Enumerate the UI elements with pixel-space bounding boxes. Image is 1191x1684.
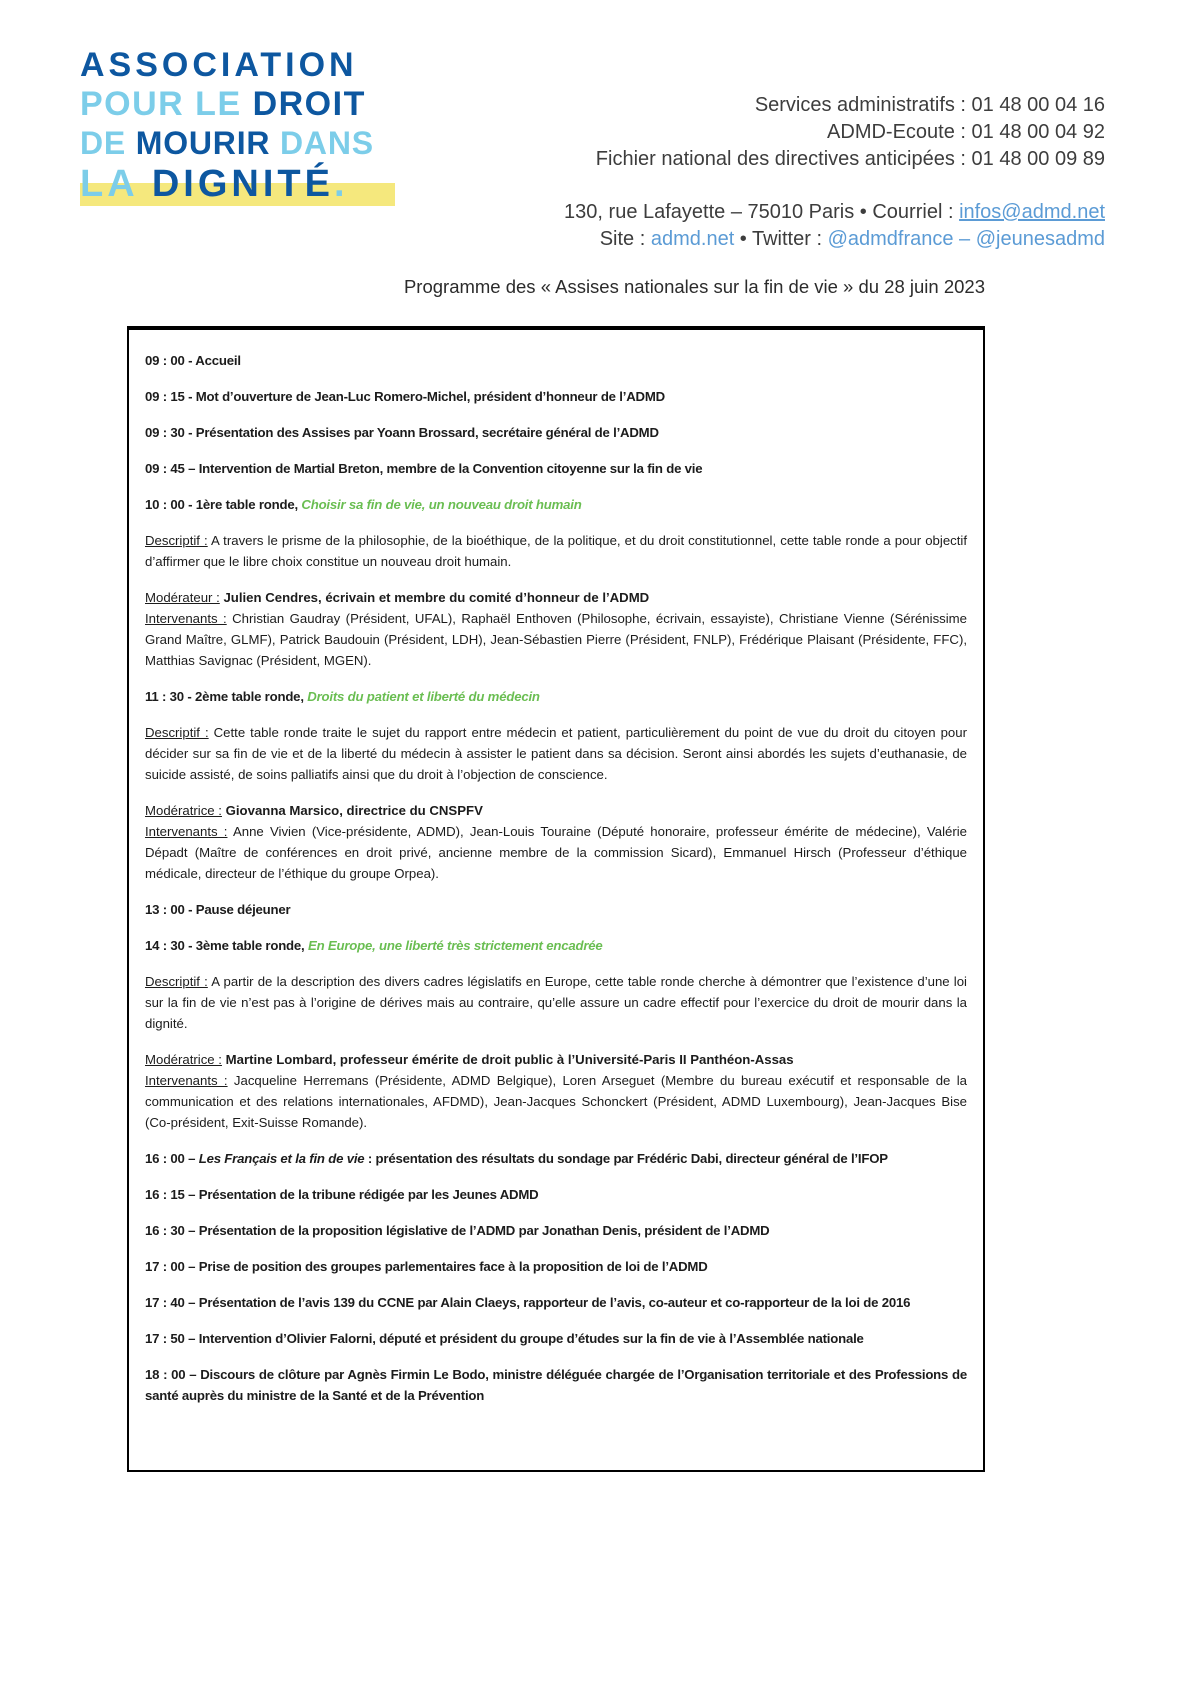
- schedule-item: [145, 1184, 967, 1205]
- website-link[interactable]: admd.net: [650, 228, 735, 250]
- twitter-label: • Twitter :: [734, 228, 828, 250]
- schedule-text-segment: Anne Vivien (Vice-présidente, ADMD), Jean-Louis Touraine (Député honoraire, professeur émérite de médecine), Valérie Dépadt (Maître de conférences en droit privé, ancienne membre de la commission Sicard), Emmanuel Hirsch (Professeur d’éthique médicale, directeur de l’éthique du groupe Orpea).: [145, 824, 968, 881]
- address-text: 130, rue Lafayette – 75010 Paris • Courriel :: [564, 201, 960, 223]
- schedule-text-segment: 13 : 00 - Pause déjeuner: [145, 902, 291, 917]
- admd-logo: [80, 46, 395, 205]
- schedule-text-segment: Giovanna Marsico, directrice du CNSPFV: [221, 803, 483, 818]
- schedule-item: [145, 1049, 967, 1070]
- address-line: [564, 199, 1105, 226]
- logo-word: DIGNITÉ: [151, 163, 334, 205]
- schedule-item: [145, 971, 967, 1034]
- schedule-item: [145, 1256, 967, 1277]
- schedule-text-segment: 09 : 15 - Mot d’ouverture de Jean-Luc Romero-Michel, président d’honneur de l’ADMD: [145, 389, 665, 404]
- schedule-text-segment: 09 : 45 – Intervention de Martial Breton, membre de la Convention citoyenne sur la fin de vie: [145, 461, 703, 476]
- logo-word: LA: [80, 163, 152, 205]
- schedule-text-segment: 11 : 30 - 2ème table ronde,: [145, 689, 308, 704]
- schedule-item: [145, 1328, 967, 1349]
- phone-line-ecoute: ADMD-Ecoute : 01 48 00 04 92: [827, 121, 1105, 143]
- schedule-text-segment: 10 : 00 - 1ère table ronde,: [145, 497, 302, 512]
- schedule-text-segment: Descriptif :: [145, 974, 208, 989]
- schedule-text-segment: A travers le prisme de la philosophie, de la bioéthique, de la politique, et du droit constitutionnel, cette table ronde a pour objectif d’affirmer que le libre choix constitue un nouveau droit humain.: [145, 533, 967, 569]
- page-title: Programme des « Assises nationales sur la fin de vie » du 28 juin 2023: [403, 276, 985, 297]
- logo-line-1: [80, 46, 395, 85]
- schedule-text-segment: 16 : 15 – Présentation de la tribune rédigée par les Jeunes ADMD: [145, 1187, 539, 1202]
- schedule-text-segment: 17 : 50 – Intervention d’Olivier Falorni, député et président du groupe d’études sur la fin de vie à l’Assemblée nationale: [145, 1331, 864, 1346]
- schedule-text-segment: Choisir sa fin de vie, un nouveau droit humain: [301, 497, 582, 512]
- schedule-text-segment: Descriptif :: [145, 533, 208, 548]
- schedule-text-segment: Modérateur :: [145, 590, 220, 605]
- schedule-item: [145, 422, 967, 443]
- schedule-text-segment: Jacqueline Herremans (Présidente, ADMD Belgique), Loren Arseguet (Membre du bureau exécutif et responsable de la communication et des relations internationales, AFDMD), Jean-Jacques Schonckert (Président, ADMD Luxembourg), Jean-Jacques Bise (Co-président, Exit-Suisse Romande).: [145, 1073, 967, 1130]
- schedule-item: [145, 1070, 967, 1133]
- schedule-text-segment: 17 : 40 – Présentation de l’avis 139 du CCNE par Alain Claeys, rapporteur de l’avis, co-auteur et co-rapporteur de la loi de 2016: [145, 1295, 911, 1310]
- schedule-text-segment: 16 : 30 – Présentation de la proposition législative de l’ADMD par Jonathan Denis, président de l’ADMD: [145, 1223, 770, 1238]
- schedule-item: [145, 722, 967, 785]
- schedule-text-segment: A partir de la description des divers cadres législatifs en Europe, cette table ronde cherche à démontrer que l’existence d’une loi sur la fin de vie n’est pas à l’origine de dérives mais au contraire, qu’elle assure un cadre effectif pour l’exercice du droit de mourir dans la dignité.: [145, 974, 967, 1031]
- site-label: Site :: [599, 228, 651, 250]
- schedule-item: [145, 494, 967, 515]
- logo-word: DANS: [280, 125, 374, 161]
- schedule-item: [145, 821, 967, 884]
- logo-word: DE: [80, 125, 136, 161]
- schedule-item: [145, 458, 967, 479]
- schedule-text-segment: Les Français et la fin de vie: [198, 1151, 365, 1166]
- email-link[interactable]: infos@admd.net: [959, 201, 1105, 223]
- schedule-item: [145, 935, 967, 956]
- schedule-text-segment: Christian Gaudray (Président, UFAL), Raphaël Enthoven (Philosophe, écrivain, essayiste), Christiane Vienne (Sérénissime Grand Maître, GLMF), Patrick Baudouin (Président, LDH), Jean-Sébastien Pierre (Président, FNLP), Frédérique Plaisant (Présidente, FFC), Matthias Savignac (Président, MGEN).: [145, 611, 967, 668]
- schedule-item: [145, 1148, 967, 1169]
- schedule-text-segment: 18 : 00 – Discours de clôture par Agnès Firmin Le Bodo, ministre déléguée chargée de l’Organisation territoriale et des Professions de santé auprès du ministre de la Santé et de la Prévention: [145, 1367, 967, 1403]
- logo-word: DROIT: [252, 85, 366, 123]
- logo-word: MOURIR: [135, 125, 281, 161]
- schedule-item: [145, 530, 967, 572]
- schedule-item: [145, 899, 967, 920]
- site-line: [564, 226, 1105, 253]
- schedule-text-segment: Modératrice :: [145, 1052, 222, 1067]
- schedule-item: [145, 1220, 967, 1241]
- logo-line-3: [80, 124, 395, 163]
- schedule-text-segment: 14 : 30 - 3ème table ronde,: [145, 938, 308, 953]
- schedule-text-segment: Cette table ronde traite le sujet du rapport entre médecin et patient, particulièrement du point de vue du droit du citoyen pour décider sur sa fin de vie et de la liberté du médecin à assister le patient dans sa décision. Seront ainsi abordés les sujets d’euthanasie, de suicide assisté, de soins palliatifs ainsi que du droit à l’objection de conscience.: [145, 725, 967, 782]
- schedule-item: [145, 1292, 967, 1313]
- schedule-item: [145, 800, 967, 821]
- logo-word: POUR LE: [80, 85, 253, 123]
- schedule-text-segment: : présentation des résultats du sondage par Frédéric Dabi, directeur général de l’IFOP: [364, 1151, 888, 1166]
- schedule-text-segment: Droits du patient et liberté du médecin: [307, 689, 540, 704]
- schedule-text-segment: Modératrice :: [145, 803, 222, 818]
- schedule-item: [145, 386, 967, 407]
- schedule-text-segment: 09 : 00 - Accueil: [145, 353, 241, 368]
- schedule-item: [145, 350, 967, 371]
- contact-block: [564, 92, 1105, 253]
- schedule-text-segment: Intervenants :: [145, 611, 227, 626]
- schedule-text-segment: Descriptif :: [145, 725, 209, 740]
- schedule-item: [145, 608, 967, 671]
- schedule-item: [145, 686, 967, 707]
- twitter-handles-link[interactable]: @admdfrance – @jeunesadmd: [827, 228, 1105, 250]
- schedule-text-segment: Intervenants :: [145, 1073, 228, 1088]
- phone-line-fichier: Fichier national des directives anticipées : 01 48 00 09 89: [595, 148, 1105, 170]
- schedule-text-segment: Intervenants :: [145, 824, 228, 839]
- logo-line-4: [80, 163, 395, 205]
- schedule-box: [127, 326, 985, 1472]
- logo-line-2: [80, 85, 395, 124]
- schedule-text-segment: Martine Lombard, professeur émérite de droit public à l’Université-Paris II Panthéon-Assas: [221, 1052, 794, 1067]
- logo-word: .: [333, 163, 349, 205]
- logo-word: ASSOCIATION: [80, 46, 358, 84]
- phone-line-services: Services administratifs : 01 48 00 04 16: [754, 94, 1105, 116]
- schedule-text-segment: 09 : 30 - Présentation des Assises par Yoann Brossard, secrétaire général de l’ADMD: [145, 425, 659, 440]
- schedule-text-segment: 16 : 00 –: [145, 1151, 199, 1166]
- schedule-item: [145, 1364, 967, 1406]
- schedule-text-segment: 17 : 00 – Prise de position des groupes parlementaires face à la proposition de loi de l’ADMD: [145, 1259, 708, 1274]
- schedule-text-segment: Julien Cendres, écrivain et membre du comité d’honneur de l’ADMD: [219, 590, 650, 605]
- schedule-text-segment: En Europe, une liberté très strictement encadrée: [307, 938, 603, 953]
- schedule-item: [145, 587, 967, 608]
